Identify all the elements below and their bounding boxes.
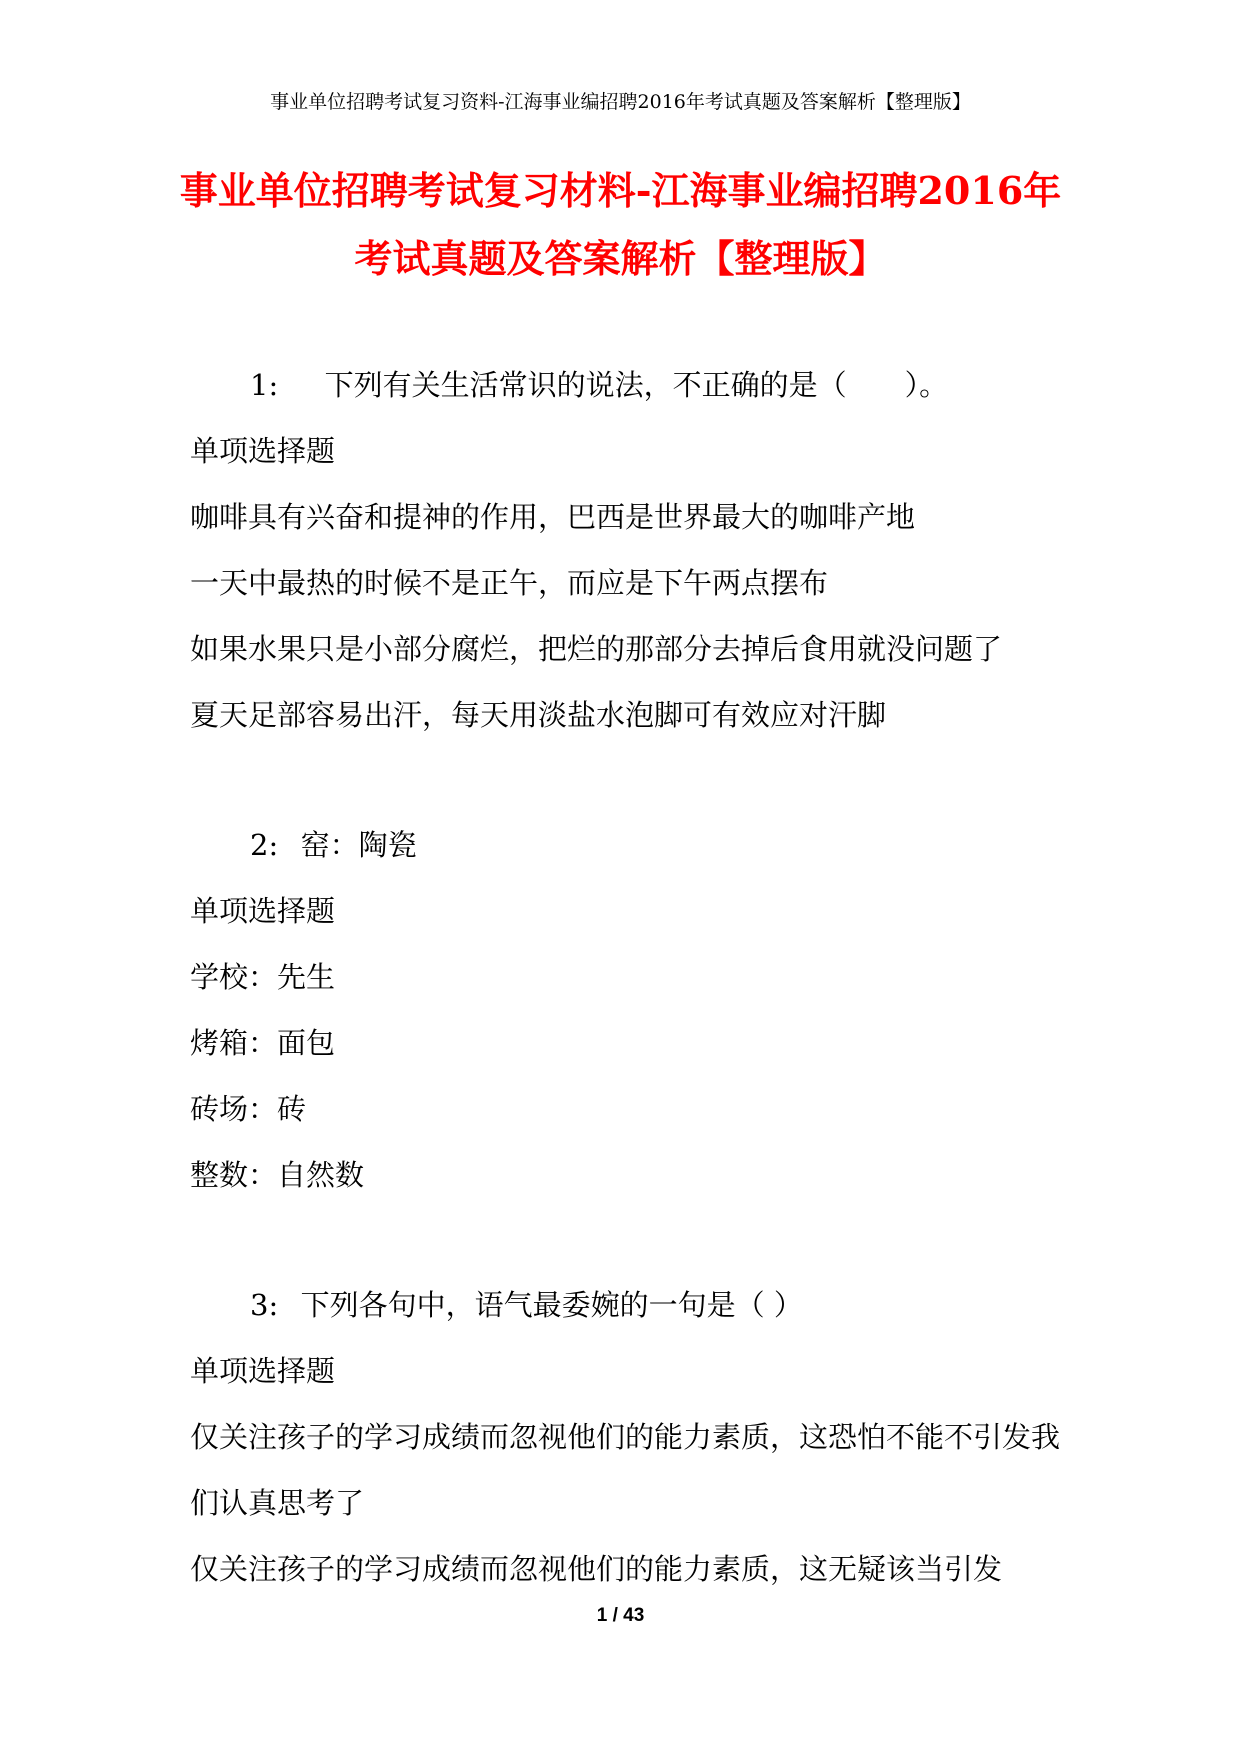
question-type: 单项选择题 <box>190 434 336 468</box>
question-number: 1: <box>250 368 279 402</box>
option-d: 整数：自然数 <box>190 1158 365 1192</box>
question-text: 下列有关生活常识的说法，不正确的是（ ）。 <box>324 368 949 402</box>
question-stem <box>190 1272 1060 1338</box>
option-d: 夏天足部容易出汗，每天用淡盐水泡脚可有效应对汗脚 <box>190 698 887 732</box>
option-b: 烤箱：面包 <box>190 1026 336 1060</box>
question-stem <box>190 352 1060 418</box>
question-type: 单项选择题 <box>190 894 336 928</box>
running-header: 事业单位招聘考试复习资料-江海事业编招聘2016年考试真题及答案解析【整理版】 <box>270 91 971 113</box>
question-3 <box>190 1272 1060 1602</box>
question-1 <box>190 352 1060 748</box>
option-b: 仅关注孩子的学习成绩而忽视他们的能力素质，这无疑该当引发 <box>190 1552 1003 1586</box>
option-a: 学校：先生 <box>190 960 336 994</box>
option-b: 一天中最热的时候不是正午，而应是下午两点摆布 <box>190 566 829 600</box>
document-title-line-2: 考试真题及答案解析【整理版】 <box>354 236 887 281</box>
question-2 <box>190 812 1060 1208</box>
question-text: 下列各句中，语气最委婉的一句是（ ） <box>300 1288 803 1322</box>
option-c: 如果水果只是小部分腐烂，把烂的那部分去掉后食用就没问题了 <box>190 632 1003 666</box>
question-stem <box>190 812 1060 878</box>
page-number: 1 / 43 <box>596 1605 645 1626</box>
question-text: 窑：陶瓷 <box>300 828 417 862</box>
question-number: 3: <box>250 1288 279 1322</box>
document-title-line-1: 事业单位招聘考试复习材料-江海事业编招聘2016年 <box>179 168 1062 213</box>
question-type: 单项选择题 <box>190 1354 336 1388</box>
option-a: 仅关注孩子的学习成绩而忽视他们的能力素质，这恐怕不能不引发我们认真思考了 <box>190 1420 1061 1520</box>
option-c: 砖场：砖 <box>190 1092 307 1126</box>
question-list <box>190 352 1060 1602</box>
option-a: 咖啡具有兴奋和提神的作用，巴西是世界最大的咖啡产地 <box>190 500 916 534</box>
question-number: 2: <box>250 828 279 862</box>
